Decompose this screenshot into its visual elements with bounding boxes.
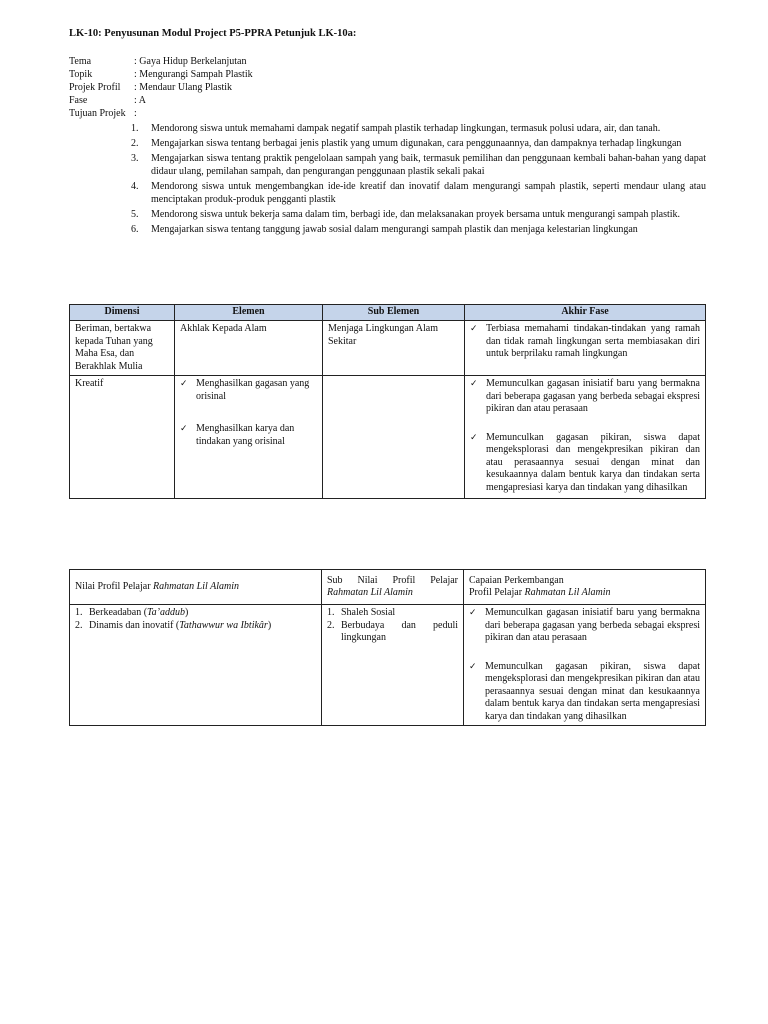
meta-row-tema <box>69 55 253 68</box>
goal-number: 4. <box>131 181 139 192</box>
meta-key: Tema <box>69 56 92 67</box>
meta-row-fase <box>69 94 253 107</box>
meta-value: : A <box>134 95 146 106</box>
document-title: LK-10: Penyusunan Modul Project P5-PPRA Petunjuk LK-10a: <box>69 28 357 39</box>
goal-item <box>131 180 706 206</box>
meta-key: Projek Profil <box>69 82 121 93</box>
check-text: Menghasilkan gagasan yang orisinal <box>196 378 310 402</box>
goal-text: Mengajarkan siswa tentang praktik pengelolaan sampah yang baik, termasuk pemilihan dan penggunaan kembali bahan-bahan yang dapat didaur ulang, pemilahan sampah, dan pengurangan penggunaan plastik sekali pakai <box>151 153 706 177</box>
goal-item <box>131 137 706 150</box>
cell-elemen <box>175 376 323 499</box>
list-item <box>75 607 316 620</box>
goal-text: Mendorong siswa untuk bekerja sama dalam tim, berbagi ide, dan melaksanakan proyek bersama untuk mengurangi sampah plastik. <box>151 209 681 220</box>
item-text: Dinamis dan inovatif (Tathawwur wa Ibtikâr) <box>89 619 272 631</box>
item-text: Berkeadaban (Ta’addub) <box>89 607 189 618</box>
cell-sub-elemen <box>323 376 465 499</box>
meta-row-tujuan-projek <box>69 107 253 120</box>
table-row <box>70 605 706 726</box>
check-text: Memunculkan gagasan inisiatif baru yang bermakna dari beberapa gagasan yang berbeda sebagai ekspresi pikiran dan atau perasaan <box>486 378 700 414</box>
check-text: Terbiasa memahami tindakan-tindakan yang ramah dan tidak ramah lingkungan serta membiasakan diri untuk berprilaku ramah lingkungan <box>486 323 700 359</box>
check-item <box>470 378 700 416</box>
cell-akhir-fase <box>465 321 706 376</box>
checkmark-icon: ✓ <box>180 424 188 434</box>
checkmark-icon: ✓ <box>470 379 478 389</box>
header-italic: Rahmatan Lil Alamin <box>153 580 239 592</box>
col-header-nilai <box>70 570 322 605</box>
goal-number: 2. <box>131 138 139 149</box>
header-italic: Rahmatan Lil Alamin <box>327 587 413 598</box>
meta-row-topik <box>69 68 253 81</box>
col-header-capaian <box>464 570 706 605</box>
profile-table <box>69 569 706 726</box>
header-text: Profil Pelajar <box>469 587 525 598</box>
cell-sub-elemen: Menjaga Lingkungan Alam Sekitar <box>323 321 465 376</box>
list-item <box>327 620 458 645</box>
meta-row-projek-profil <box>69 81 253 94</box>
check-text: Memunculkan gagasan pikiran, siswa dapat mengeksplorasi dan mengekpresikan pikiran dan atau perasaannya sesuai dengan minat dan kesukaannya dalam bentuk karya dan tindakan serta mengapresiasi karya dan tindakan yang dihasilkan <box>485 660 700 722</box>
meta-value: : Mendaur Ulang Plastik <box>134 82 233 93</box>
check-item <box>470 432 700 495</box>
checkmark-icon: ✓ <box>469 608 477 618</box>
checkmark-icon: ✓ <box>180 379 188 389</box>
goal-text: Mendorong siswa untuk mengembangkan ide-ide kreatif dan inovatif dalam mengurangi sampah plastik, seperti mendaur ulang atau menciptakan produk-produk pengganti plastik <box>151 181 706 205</box>
project-meta <box>69 55 253 120</box>
meta-value: : Mengurangi Sampah Plastik <box>134 69 253 80</box>
project-goals-list <box>131 122 706 238</box>
goal-number: 3. <box>131 153 139 164</box>
cell-capaian <box>464 605 706 726</box>
meta-value: : Gaya Hidup Berkelanjutan <box>134 56 247 67</box>
table-row <box>70 321 706 376</box>
check-item <box>469 607 700 645</box>
col-header-akhir-fase: Akhir Fase <box>465 305 706 321</box>
goal-text: Mengajarkan siswa tentang tanggung jawab sosial dalam mengurangi sampah plastik dan menjaga kelestarian lingkungan <box>151 224 638 235</box>
header-text: Nilai Profil Pelajar <box>75 580 154 592</box>
dimension-table <box>69 304 706 499</box>
item-number: 1. <box>327 607 335 618</box>
goal-item <box>131 208 706 221</box>
col-header-sub-elemen: Sub Elemen <box>323 305 465 321</box>
item-number: 1. <box>75 607 83 618</box>
col-header-elemen: Elemen <box>175 305 323 321</box>
meta-key: Tujuan Projek <box>69 108 126 119</box>
cell-dimensi: Kreatif <box>70 376 175 499</box>
cell-dimensi: Beriman, bertakwa kepada Tuhan yang Maha Esa, dan Berakhlak Mulia <box>70 321 175 376</box>
goal-item <box>131 122 706 135</box>
item-number: 2. <box>75 619 83 631</box>
checkmark-icon: ✓ <box>469 661 477 672</box>
goal-text: Mendorong siswa untuk memahami dampak negatif sampah plastik terhadap lingkungan, termasuk polusi udara, air, dan tanah. <box>151 123 661 134</box>
header-text: Sub Nilai Profil Pelajar <box>327 574 458 586</box>
checkmark-icon: ✓ <box>470 324 478 334</box>
cell-sub-nilai <box>322 605 464 726</box>
cell-akhir-fase <box>465 376 706 499</box>
table-header-row <box>70 305 706 321</box>
cell-nilai <box>70 605 322 726</box>
goal-number: 5. <box>131 209 139 220</box>
meta-key: Topik <box>69 69 93 80</box>
check-text: Memunculkan gagasan pikiran, siswa dapat mengeksplorasi dan mengekpresikan pikiran dan atau perasaannya sesuai dengan minat dan kesukaannya dalam bentuk karya dan tindakan serta mengapresiasi karya dan tindakan yang dihasilkan <box>486 431 700 493</box>
list-item <box>327 607 458 620</box>
col-header-sub-nilai <box>322 570 464 605</box>
check-text: Menghasilkan karya dan tindakan yang orisinal <box>196 423 295 447</box>
goal-number: 6. <box>131 224 139 235</box>
header-text: Capaian Perkembangan <box>469 574 564 586</box>
header-italic: Rahmatan Lil Alamin <box>524 587 611 598</box>
check-item <box>180 423 317 448</box>
item-text: Berbudaya dan peduli lingkungan <box>341 619 458 643</box>
item-number: 2. <box>327 619 335 631</box>
table-header-row <box>70 570 706 605</box>
goal-text: Mengajarkan siswa tentang berbagai jenis plastik yang umum digunakan, cara penggunaannya, dan dampaknya terhadap lingkungan <box>151 138 682 149</box>
list-item <box>75 620 316 633</box>
table-row <box>70 376 706 499</box>
checkmark-icon: ✓ <box>470 432 478 443</box>
check-item <box>470 323 700 361</box>
cell-elemen: Akhlak Kepada Alam <box>175 321 323 376</box>
check-item <box>469 661 700 724</box>
goal-item <box>131 152 706 178</box>
meta-value: : <box>134 108 137 119</box>
meta-key: Fase <box>69 95 88 106</box>
col-header-dimensi: Dimensi <box>70 305 175 321</box>
goal-number: 1. <box>131 123 139 134</box>
item-text: Shaleh Sosial <box>341 607 396 618</box>
check-text: Memunculkan gagasan inisiatif baru yang bermakna dari beberapa gagasan yang berbeda sebagai ekspresi pikiran dan atau perasaan <box>485 607 700 643</box>
goal-item <box>131 223 706 236</box>
check-item <box>180 378 317 403</box>
